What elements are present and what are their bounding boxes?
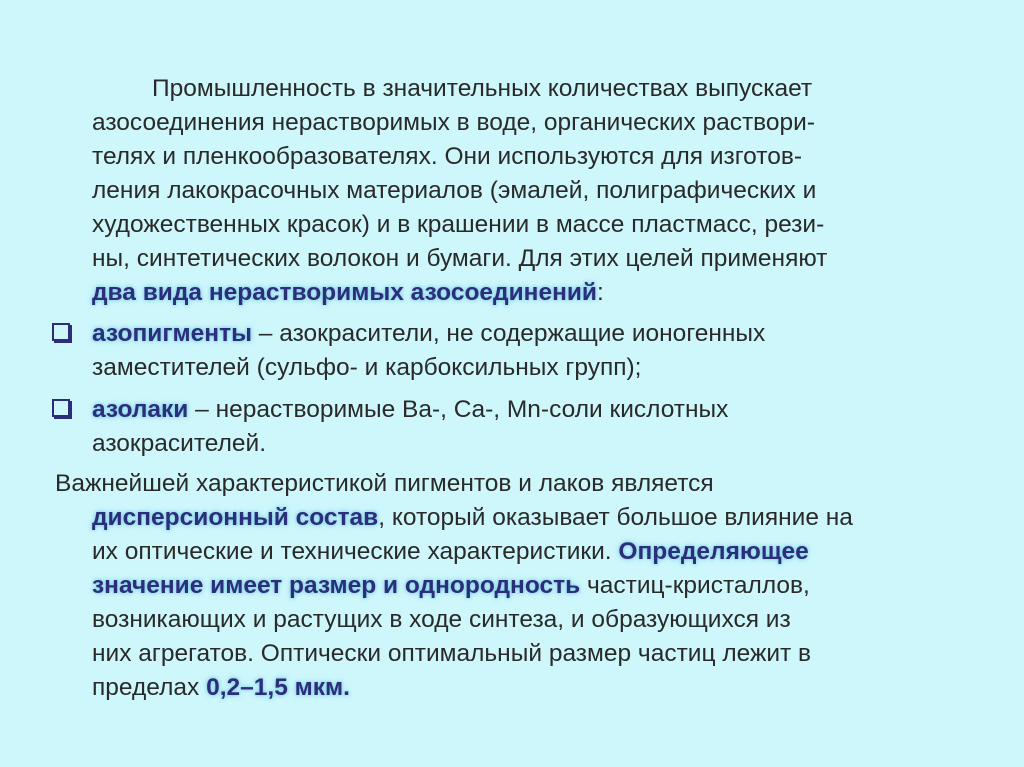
intro-line-6: ны, синтетических волокон и бумаги. Для этих целей применяют [92, 245, 828, 272]
bullet-1-line-2: заместителей (сульфо- и карбоксильных групп); [92, 354, 642, 381]
summary-line-4 [92, 569, 810, 603]
highlight-dispersion: дисперсионный состав [92, 504, 379, 531]
bullet-1-line-1 [92, 317, 765, 351]
intro-line-3: телях и пленкообразователях. Они используются для изготов- [92, 143, 802, 170]
intro-line-4: ления лакокрасочных материалов (эмалей, полиграфических и [92, 177, 817, 204]
highlight-size-uniformity: значение имеет размер и однородность [92, 572, 581, 599]
summary-line-1: Важнейшей характеристикой пигментов и лаков является [55, 470, 714, 497]
bullet-2-rest: – нерастворимые Ba-, Ca-, Mn-соли кислотных [188, 396, 729, 423]
summary-line-3 [92, 535, 809, 569]
summary-line-2-rest: , который оказывает большое влияние на [378, 504, 853, 531]
bullet-2-line-1 [92, 393, 728, 427]
summary-line-7 [92, 671, 350, 705]
intro-line-2: азосоединения нерастворимых в воде, органических раствори- [92, 109, 816, 136]
summary-line-2 [92, 501, 853, 535]
term-azopigments: азопигменты [92, 320, 252, 347]
summary-line-5: возникающих и растущих в ходе синтеза, и образующихся из [92, 606, 791, 633]
intro-line-1: Промышленность в значительных количествах выпускает [152, 75, 813, 102]
summary-line-6: них агрегатов. Оптически оптимальный размер частиц лежит в [92, 640, 812, 667]
checkbox-bullet-icon [52, 323, 70, 341]
intro-line-7 [92, 276, 604, 310]
highlight-size-range: 0,2–1,5 мкм. [206, 674, 350, 701]
highlight-two-types: два вида нерастворимых азосоединений [92, 279, 597, 306]
bullet-1-rest: – азокрасители, не содержащие ионогенных [252, 320, 766, 347]
summary-line-7-pre: пределах [92, 674, 207, 701]
summary-line-4-rest: частиц-кристаллов, [580, 572, 810, 599]
intro-line-5: художественных красок) и в крашении в массе пластмасс, рези- [92, 211, 825, 238]
summary-line-3-pre: их оптические и технические характеристики. [92, 538, 619, 565]
intro-line-7-rest: : [597, 279, 604, 306]
term-azolaki: азолаки [92, 396, 189, 423]
highlight-defining: Определяющее [618, 538, 809, 565]
bullet-2-line-2: азокрасителей. [92, 430, 267, 457]
checkbox-bullet-icon [52, 399, 70, 417]
